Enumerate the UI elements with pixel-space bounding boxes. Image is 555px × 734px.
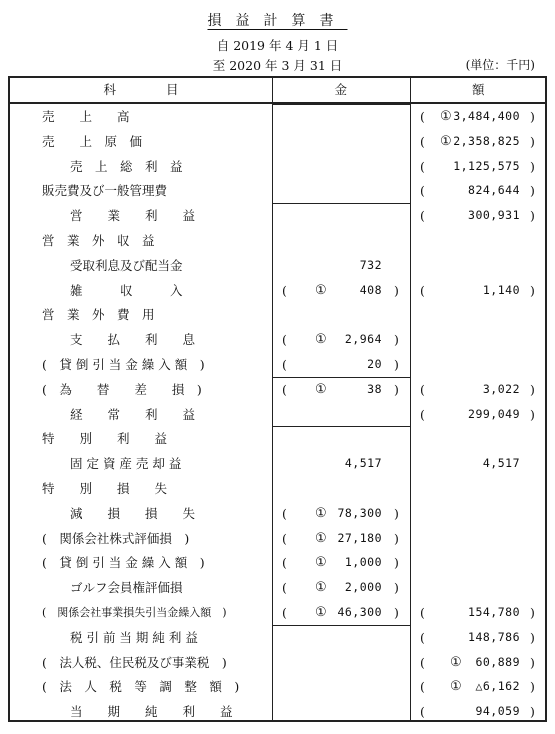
header-item: 科 目	[103, 82, 179, 97]
right-amount: 3,484,400	[453, 109, 520, 123]
close-paren: )	[394, 580, 399, 596]
check-mark-icon: ①	[315, 555, 327, 571]
check-mark-icon: ①	[440, 109, 452, 124]
left-amount: 38	[367, 381, 382, 396]
income-statement-table	[8, 76, 547, 722]
right-amount: 154,780	[468, 605, 520, 619]
row-label: 営 業 外 収 益	[42, 233, 155, 248]
close-paren: )	[394, 332, 399, 348]
row-label: 支 払 利 息	[70, 332, 196, 348]
amount-group-box	[272, 625, 410, 725]
left-amount: 2,000	[344, 580, 382, 595]
check-mark-icon: ①	[315, 505, 327, 521]
open-paren: (	[420, 704, 425, 720]
table-header	[10, 78, 545, 104]
close-paren: )	[530, 208, 535, 224]
amount-group-box	[272, 426, 410, 625]
left-amount: 2,964	[344, 332, 382, 347]
close-paren: )	[530, 406, 535, 422]
row-label: 特 別 利 益	[42, 431, 168, 447]
left-amount: 408	[359, 282, 382, 297]
close-paren: )	[394, 555, 399, 571]
right-amount: 4,517	[482, 456, 520, 471]
open-paren: (	[282, 505, 287, 521]
open-paren: (	[420, 208, 425, 224]
right-amount: 3,022	[482, 381, 520, 396]
amount-group-box	[272, 203, 410, 303]
close-paren: )	[394, 530, 399, 546]
close-paren: )	[530, 654, 535, 670]
row-label: 税 引 前 当 期 純 利 益	[70, 629, 198, 645]
row-label: 固 定 資 産 売 却 益	[70, 456, 182, 472]
period-from: 自 2019 年 4 月 1 日	[216, 38, 339, 53]
check-mark-icon: ①	[440, 133, 452, 149]
row-label: 営 業 外 費 用	[42, 307, 155, 323]
row-label: 売 上 総 利 益	[70, 158, 183, 174]
row-label: ( 為 替 差 損 )	[42, 381, 202, 397]
row-label: 営 業 利 益	[70, 208, 196, 224]
row-label: 販売費及び一般管理費	[42, 183, 168, 199]
left-amount: 46,300	[337, 605, 382, 619]
close-paren: )	[530, 183, 535, 199]
close-paren: )	[530, 381, 535, 397]
row-label: 売 上 原 価	[42, 133, 143, 149]
period-to: 至 2020 年 3 月 31 日	[212, 58, 343, 73]
left-amount: 4,517	[344, 456, 382, 471]
row-label: 減 損 損 失	[70, 505, 196, 521]
open-paren: (	[420, 381, 425, 397]
row-label: 経 常 利 益	[70, 406, 196, 422]
header-amount: 金 額	[334, 82, 485, 97]
check-mark-icon: ①	[315, 605, 327, 620]
open-paren: (	[420, 183, 425, 199]
table-row	[10, 352, 545, 377]
close-paren: )	[394, 381, 399, 397]
row-label: ( 関係会社事業損失引当金繰入額 )	[42, 606, 227, 619]
check-mark-icon: ①	[315, 580, 327, 596]
open-paren: (	[420, 406, 425, 422]
open-paren: (	[282, 282, 287, 298]
right-amount: 300,931	[468, 208, 520, 223]
check-mark-icon: ①	[315, 332, 327, 348]
check-mark-icon: ①	[315, 381, 327, 397]
open-paren: (	[420, 282, 425, 298]
statement-title: 損益計算書	[207, 13, 348, 29]
row-label: ゴルフ会員権評価損	[70, 580, 183, 596]
right-amount: △6,162	[475, 679, 520, 694]
close-paren: )	[394, 605, 399, 620]
row-label: 特 別 損 失	[42, 481, 168, 496]
check-mark-icon: ①	[450, 654, 462, 670]
check-mark-icon: ①	[450, 679, 462, 695]
unit-label: (単位：千円)	[465, 58, 535, 72]
open-paren: (	[282, 357, 287, 372]
open-paren: (	[282, 580, 287, 596]
table-row	[10, 327, 545, 352]
open-paren: (	[420, 654, 425, 670]
left-amount: 78,300	[337, 505, 382, 520]
row-label: ( 法人税、住民税及び事業税 )	[42, 654, 227, 670]
left-amount: 20	[367, 357, 382, 371]
close-paren: )	[530, 109, 535, 124]
amount-group-box	[272, 104, 410, 204]
right-amount: 1,140	[482, 282, 520, 297]
open-paren: (	[420, 629, 425, 645]
open-paren: (	[420, 605, 425, 620]
open-paren: (	[282, 332, 287, 348]
close-paren: )	[394, 357, 399, 372]
row-label: 雑 収 入	[70, 282, 183, 298]
close-paren: )	[530, 282, 535, 298]
close-paren: )	[530, 629, 535, 645]
row-label: 受取利息及び配当金	[70, 257, 183, 273]
right-amount: 824,644	[468, 183, 520, 198]
open-paren: (	[420, 158, 425, 174]
right-amount: 1,125,575	[453, 158, 520, 173]
close-paren: )	[394, 282, 399, 298]
row-label: ( 貸 倒 引 当 金 繰 入 額 )	[42, 555, 205, 571]
close-paren: )	[530, 133, 535, 149]
open-paren: (	[282, 381, 287, 397]
row-label: ( 法 人 税 等 調 整 額 )	[42, 679, 240, 695]
right-amount: 94,059	[475, 704, 520, 719]
close-paren: )	[530, 158, 535, 174]
close-paren: )	[394, 505, 399, 521]
check-mark-icon: ①	[315, 530, 327, 546]
open-paren: (	[282, 555, 287, 571]
left-amount: 732	[359, 257, 382, 272]
row-label: 当 期 純 利 益	[70, 704, 233, 720]
right-amount: 299,049	[468, 406, 520, 421]
right-amount: 60,889	[475, 654, 520, 669]
open-paren: (	[420, 679, 425, 695]
open-paren: (	[282, 530, 287, 546]
row-label: ( 関係会社株式評価損 )	[42, 530, 190, 546]
table-row	[10, 302, 545, 327]
right-amount: 148,786	[468, 629, 520, 644]
row-label: 売 上 高	[42, 109, 130, 124]
open-paren: (	[282, 605, 287, 620]
left-amount: 1,000	[344, 555, 382, 570]
close-paren: )	[530, 679, 535, 695]
left-amount: 27,180	[337, 530, 382, 545]
row-label: ( 貸 倒 引 当 金 繰 入 額 )	[42, 357, 205, 372]
right-amount: 2,358,825	[453, 133, 520, 148]
check-mark-icon: ①	[315, 282, 327, 298]
open-paren: (	[420, 133, 425, 149]
close-paren: )	[530, 605, 535, 620]
close-paren: )	[530, 704, 535, 720]
open-paren: (	[420, 109, 425, 124]
amount-group-box	[272, 377, 410, 428]
